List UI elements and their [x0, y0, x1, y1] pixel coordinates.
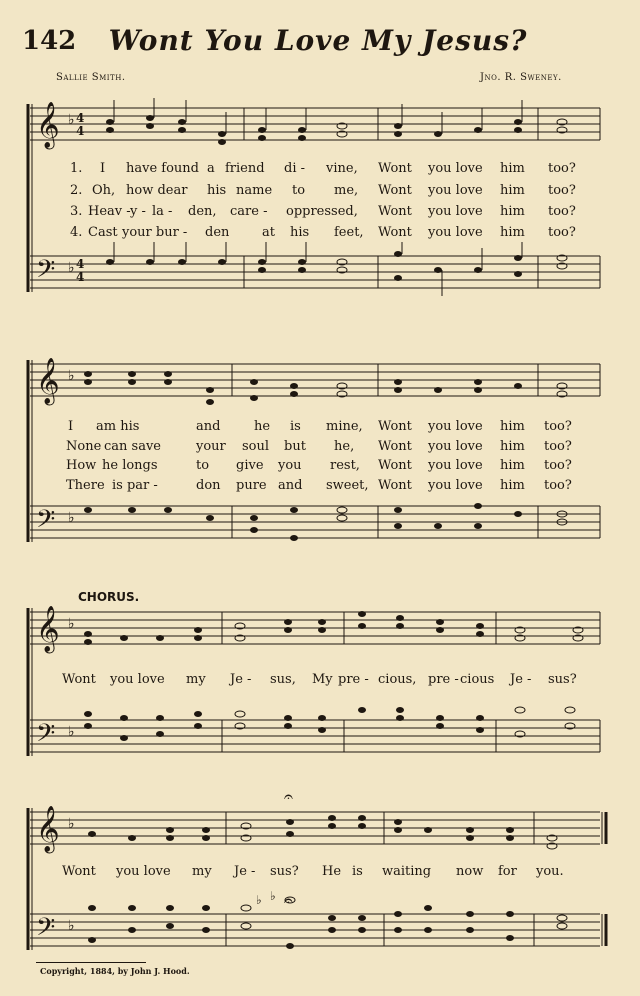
page-number: 142	[22, 26, 77, 56]
verse-line-3a: 3. Heav - y - la - den, care - oppressed, Wont you love him too?	[70, 204, 576, 219]
verse-line-4b: There is par - don pure and sweet, Wont you love him too?	[66, 478, 572, 493]
svg-text:♭: ♭	[68, 918, 75, 934]
chorus-line-2: Wont you love my Je - sus? He is waiting now for you.	[62, 864, 564, 879]
svg-text:♭: ♭	[68, 724, 75, 740]
svg-text:𝄐: 𝄐	[284, 787, 293, 806]
svg-text:𝄢: 𝄢	[36, 913, 56, 948]
svg-text:4: 4	[76, 270, 85, 284]
chorus-line-1: Wont you love my Je - sus, My pre - cious, pre - cious Je - sus?	[62, 672, 577, 687]
svg-text:♭: ♭	[68, 260, 75, 276]
svg-text:𝄢: 𝄢	[36, 255, 56, 290]
hymn-title: Wont You Love My Jesus?	[108, 24, 528, 57]
verse-line-1a: 1. I have found a friend di - vine, Wont you love him too?	[70, 161, 576, 176]
copyright-notice: Copyright, 1884, by John J. Hood.	[40, 966, 190, 976]
verse-line-1b: I am his and he is mine, Wont you love him too?	[68, 419, 572, 434]
verse-line-3b: How he longs to give you rest, Wont you love him too?	[66, 458, 572, 473]
svg-text:𝄞: 𝄞	[36, 806, 60, 852]
svg-text:♭: ♭	[270, 889, 276, 903]
svg-text:𝄞: 𝄞	[36, 358, 60, 404]
svg-text:♭: ♭	[256, 893, 262, 907]
svg-text:♭: ♭	[68, 510, 75, 526]
composer-credit: Jno. R. Sweney.	[480, 72, 562, 83]
svg-text:♭: ♭	[68, 368, 75, 384]
svg-text:𝄐: 𝄐	[284, 891, 293, 910]
lyricist-credit: Sallie Smith.	[56, 72, 126, 83]
svg-text:♭: ♭	[68, 616, 75, 632]
verse-line-2b: None can save your soul but he, Wont you love him too?	[66, 439, 572, 454]
svg-text:𝄢: 𝄢	[36, 505, 56, 540]
music-system-1	[0, 96, 640, 306]
footer-rule	[36, 962, 146, 963]
svg-text:♭: ♭	[68, 112, 75, 128]
svg-text:𝄞: 𝄞	[36, 606, 60, 652]
verse-line-2a: 2. Oh, how dear his name to me, Wont you love him too?	[70, 183, 576, 198]
svg-text:𝄞: 𝄞	[36, 102, 60, 148]
svg-text:𝄢: 𝄢	[36, 719, 56, 754]
svg-text:4: 4	[76, 111, 85, 125]
verse-line-4a: 4. Cast your bur - den at his feet, Wont you love him too?	[70, 225, 576, 240]
svg-text:4: 4	[76, 257, 85, 271]
svg-text:♭: ♭	[68, 816, 75, 832]
chorus-label: CHORUS.	[78, 590, 140, 604]
svg-text:4: 4	[76, 124, 85, 138]
